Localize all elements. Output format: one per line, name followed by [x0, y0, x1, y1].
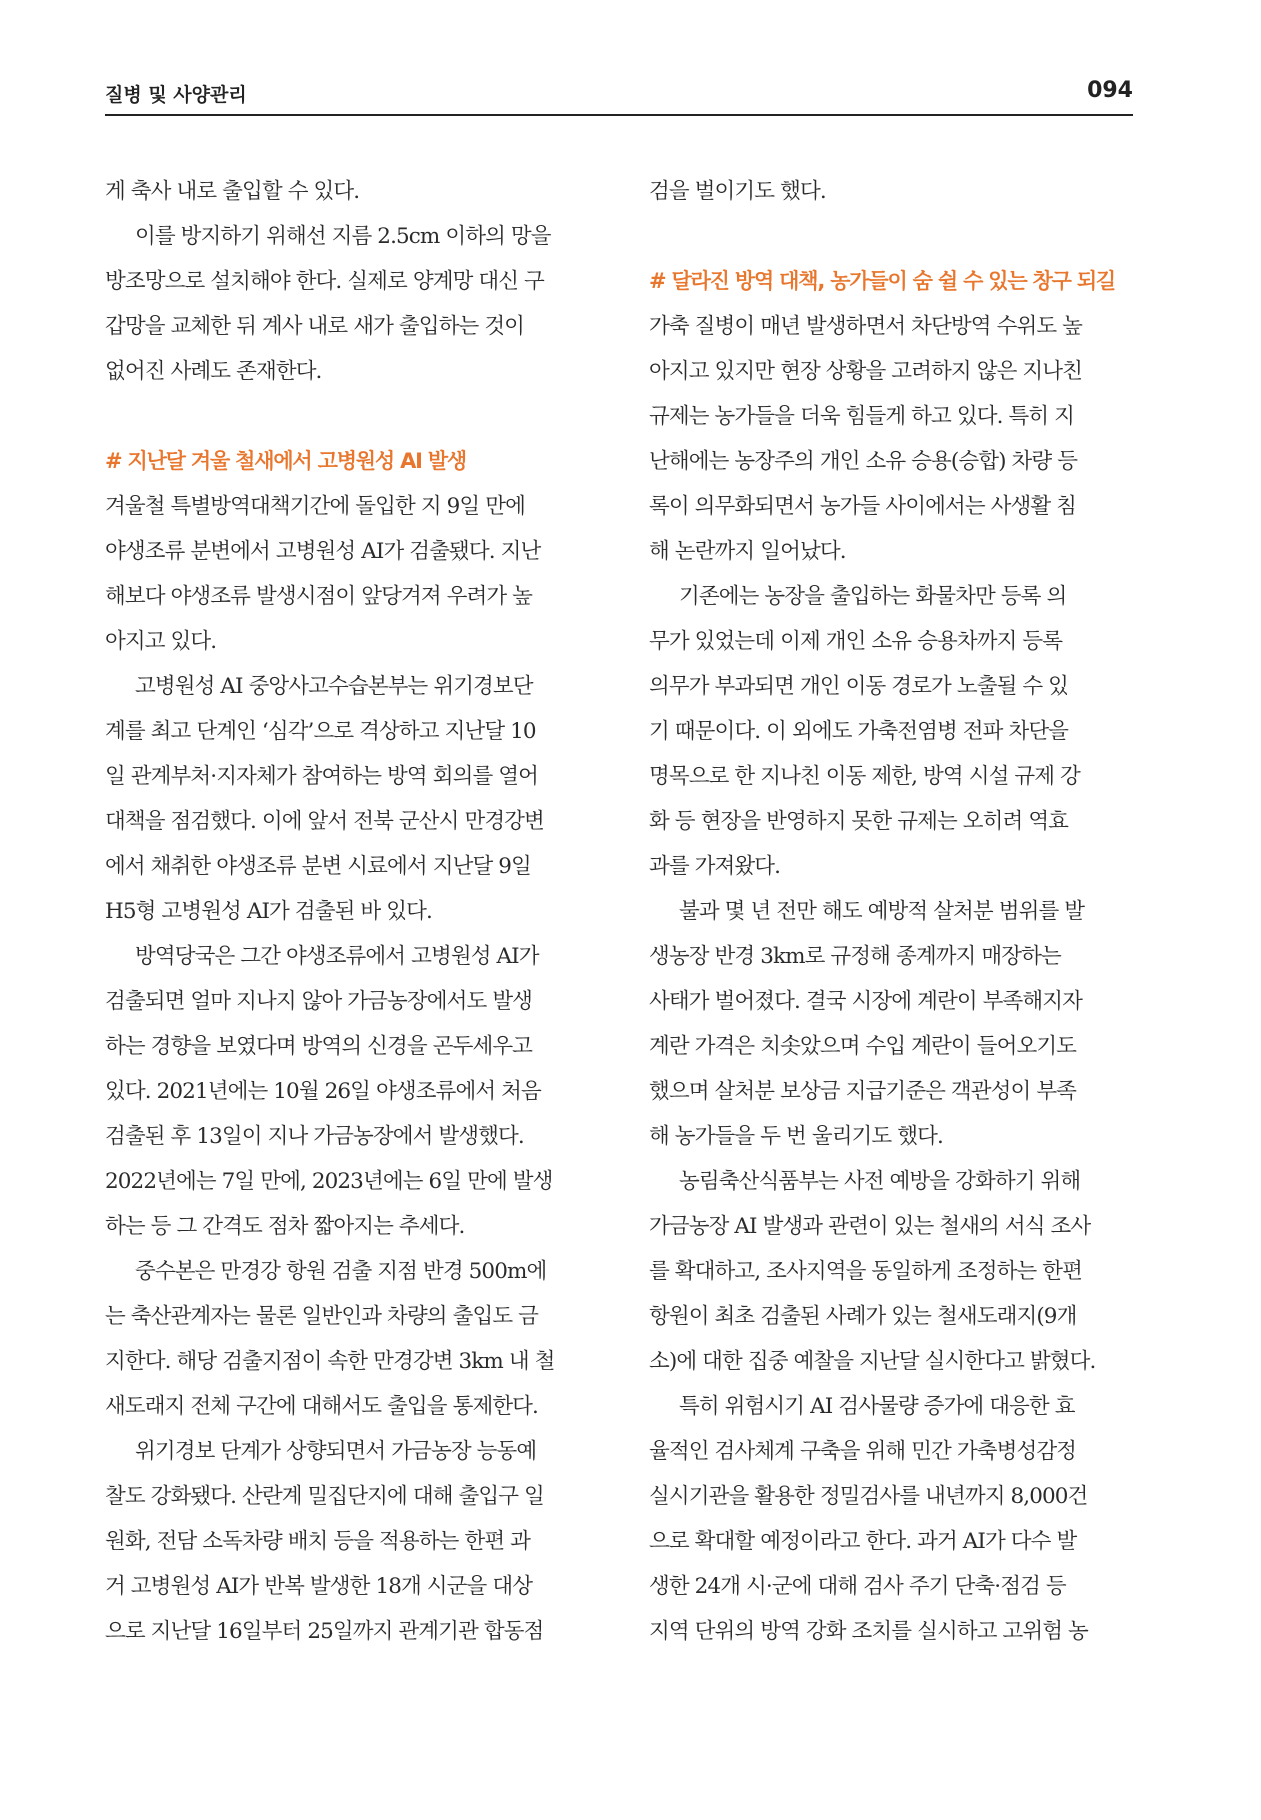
- body-text-line: 의무가 부과되면 개인 이동 경로가 노출될 수 있: [649, 674, 1069, 699]
- body-text-line: 중수본은 만경강 항원 검출 지점 반경 500m에: [135, 1259, 547, 1284]
- body-text-line: 방조망으로 설치해야 한다. 실제로 양계망 대신 구: [105, 269, 544, 294]
- page-number: 094: [1087, 78, 1133, 103]
- body-text-line: 방역당국은 그간 야생조류에서 고병원성 AI가: [135, 944, 539, 969]
- body-text-line: 갑망을 교체한 뒤 계사 내로 새가 출입하는 것이: [105, 314, 525, 339]
- body-text-line: 는 축산관계자는 물론 일반인과 차량의 출입도 금: [105, 1304, 538, 1329]
- body-text-line: 농림축산식품부는 사전 예방을 강화하기 위해: [679, 1169, 1081, 1194]
- body-text-line: 검을 벌이기도 했다.: [649, 179, 826, 204]
- body-text-line: 항원이 최초 검출된 사례가 있는 철새도래지(9개: [649, 1304, 1077, 1329]
- body-text-line: 과를 가져왔다.: [649, 854, 781, 879]
- subheading: # 지난달 겨울 철새에서 고병원성 AI 발생: [105, 449, 467, 473]
- body-text-line: 지한다. 해당 검출지점이 속한 만경강변 3km 내 철: [105, 1349, 555, 1374]
- section-title: 질병 및 사양관리: [105, 84, 247, 106]
- body-text-line: 특히 위험시기 AI 검사물량 증가에 대응한 효: [679, 1394, 1075, 1419]
- body-text-line: 게 축사 내로 출입할 수 있다.: [105, 179, 360, 204]
- body-text-line: 아지고 있지만 현장 상황을 고려하지 않은 지나친: [649, 359, 1082, 384]
- body-text-line: 생한 24개 시·군에 대해 검사 주기 단축·점검 등: [649, 1574, 1066, 1599]
- body-text-line: 새도래지 전체 구간에 대해서도 출입을 통제한다.: [105, 1394, 538, 1419]
- body-text-line: 해 논란까지 일어났다.: [649, 539, 846, 564]
- body-text-line: 가축 질병이 매년 발생하면서 차단방역 수위도 높: [649, 314, 1082, 339]
- body-text-line: 난해에는 농장주의 개인 소유 승용(승합) 차량 등: [649, 449, 1078, 474]
- header-divider: [105, 114, 1133, 116]
- body-text-line: 야생조류 분변에서 고병원성 AI가 검출됐다. 지난: [105, 539, 541, 564]
- body-text-line: 소)에 대한 집중 예찰을 지난달 실시한다고 밝혔다.: [649, 1349, 1096, 1374]
- body-text-line: 기존에는 농장을 출입하는 화물차만 등록 의: [679, 584, 1067, 609]
- body-text-line: 하는 등 그 간격도 점차 짧아지는 추세다.: [105, 1214, 465, 1239]
- subheading: # 달라진 방역 대책, 농가들이 숨 쉴 수 있는 창구 되길: [649, 269, 1116, 293]
- paragraph-spacer: [105, 394, 587, 439]
- body-text-line: 없어진 사례도 존재한다.: [105, 359, 322, 384]
- body-text-line: 지역 단위의 방역 강화 조치를 실시하고 고위험 농: [649, 1619, 1088, 1644]
- body-text-line: 2022년에는 7일 만에, 2023년에는 6일 만에 발생: [105, 1169, 553, 1194]
- right-text-column: [649, 169, 1131, 1654]
- body-text-line: 록이 의무화되면서 농가들 사이에서는 사생활 침: [649, 494, 1077, 519]
- body-text-line: 에서 채취한 야생조류 분변 시료에서 지난달 9일: [105, 854, 531, 879]
- body-text-line: 일 관계부처·지자체가 참여하는 방역 회의를 열어: [105, 764, 538, 789]
- body-text-line: 규제는 농가들을 더욱 힘들게 하고 있다. 특히 지: [649, 404, 1074, 429]
- body-text-line: 해보다 야생조류 발생시점이 앞당겨져 우려가 높: [105, 584, 533, 609]
- body-text-line: 대책을 점검했다. 이에 앞서 전북 군산시 만경강변: [105, 809, 544, 834]
- body-text-line: 검출된 후 13일이 지나 가금농장에서 발생했다.: [105, 1124, 524, 1149]
- body-text-line: 으로 확대할 예정이라고 한다. 과거 AI가 다수 발: [649, 1529, 1077, 1554]
- body-text-line: 고병원성 AI 중앙사고수습본부는 위기경보단: [135, 674, 533, 699]
- body-text-line: 화 등 현장을 반영하지 못한 규제는 오히려 역효: [649, 809, 1069, 834]
- body-text-line: 생농장 반경 3km로 규정해 종계까지 매장하는: [649, 944, 1061, 969]
- body-text-line: 있다. 2021년에는 10월 26일 야생조류에서 처음: [105, 1079, 541, 1104]
- body-text-line: 기 때문이다. 이 외에도 가축전염병 전파 차단을: [649, 719, 1069, 744]
- body-text-line: 검출되면 얼마 지나지 않아 가금농장에서도 발생: [105, 989, 533, 1014]
- body-text-line: 를 확대하고, 조사지역을 동일하게 조정하는 한편: [649, 1259, 1082, 1284]
- body-text-line: 이를 방지하기 위해선 지름 2.5cm 이하의 망을: [135, 224, 551, 249]
- body-text-line: H5형 고병원성 AI가 검출된 바 있다.: [105, 899, 432, 924]
- body-text-line: 명목으로 한 지나친 이동 제한, 방역 시설 규제 강: [649, 764, 1080, 789]
- body-text-line: 위기경보 단계가 상향되면서 가금농장 능동예: [135, 1439, 537, 1464]
- body-text-line: 가금농장 AI 발생과 관련이 있는 철새의 서식 조사: [649, 1214, 1091, 1239]
- body-text-line: 계란 가격은 치솟았으며 수입 계란이 들어오기도: [649, 1034, 1077, 1059]
- body-text-line: 찰도 강화됐다. 산란계 밀집단지에 대해 출입구 일: [105, 1484, 544, 1509]
- body-text-line: 율적인 검사체계 구축을 위해 민간 가축병성감정: [649, 1439, 1077, 1464]
- left-text-column: [105, 169, 587, 1654]
- body-text-line: 했으며 살처분 보상금 지급기준은 객관성이 부족: [649, 1079, 1077, 1104]
- body-text-line: 사태가 벌어졌다. 결국 시장에 계란이 부족해지자: [649, 989, 1082, 1014]
- body-text-line: 실시기관을 활용한 정밀검사를 내년까지 8,000건: [649, 1484, 1088, 1509]
- body-text-line: 거 고병원성 AI가 반복 발생한 18개 시군을 대상: [105, 1574, 533, 1599]
- body-text-line: 불과 몇 년 전만 해도 예방적 살처분 범위를 발: [679, 899, 1085, 924]
- paragraph-spacer: [649, 214, 1131, 259]
- body-text-line: 겨울철 특별방역대책기간에 돌입한 지 9일 만에: [105, 494, 525, 519]
- body-text-line: 으로 지난달 16일부터 25일까지 관계기관 합동점: [105, 1619, 544, 1644]
- body-text-line: 무가 있었는데 이제 개인 소유 승용차까지 등록: [649, 629, 1063, 654]
- body-text-line: 아지고 있다.: [105, 629, 217, 654]
- body-text-line: 원화, 전담 소독차량 배치 등을 적용하는 한편 과: [105, 1529, 530, 1554]
- body-text-line: 해 농가들을 두 번 울리기도 했다.: [649, 1124, 943, 1149]
- page-header: [105, 70, 1133, 110]
- body-text-line: 하는 경향을 보였다며 방역의 신경을 곤두세우고: [105, 1034, 533, 1059]
- body-text-line: 계를 최고 단계인 ‘심각’으로 격상하고 지난달 10: [105, 719, 536, 744]
